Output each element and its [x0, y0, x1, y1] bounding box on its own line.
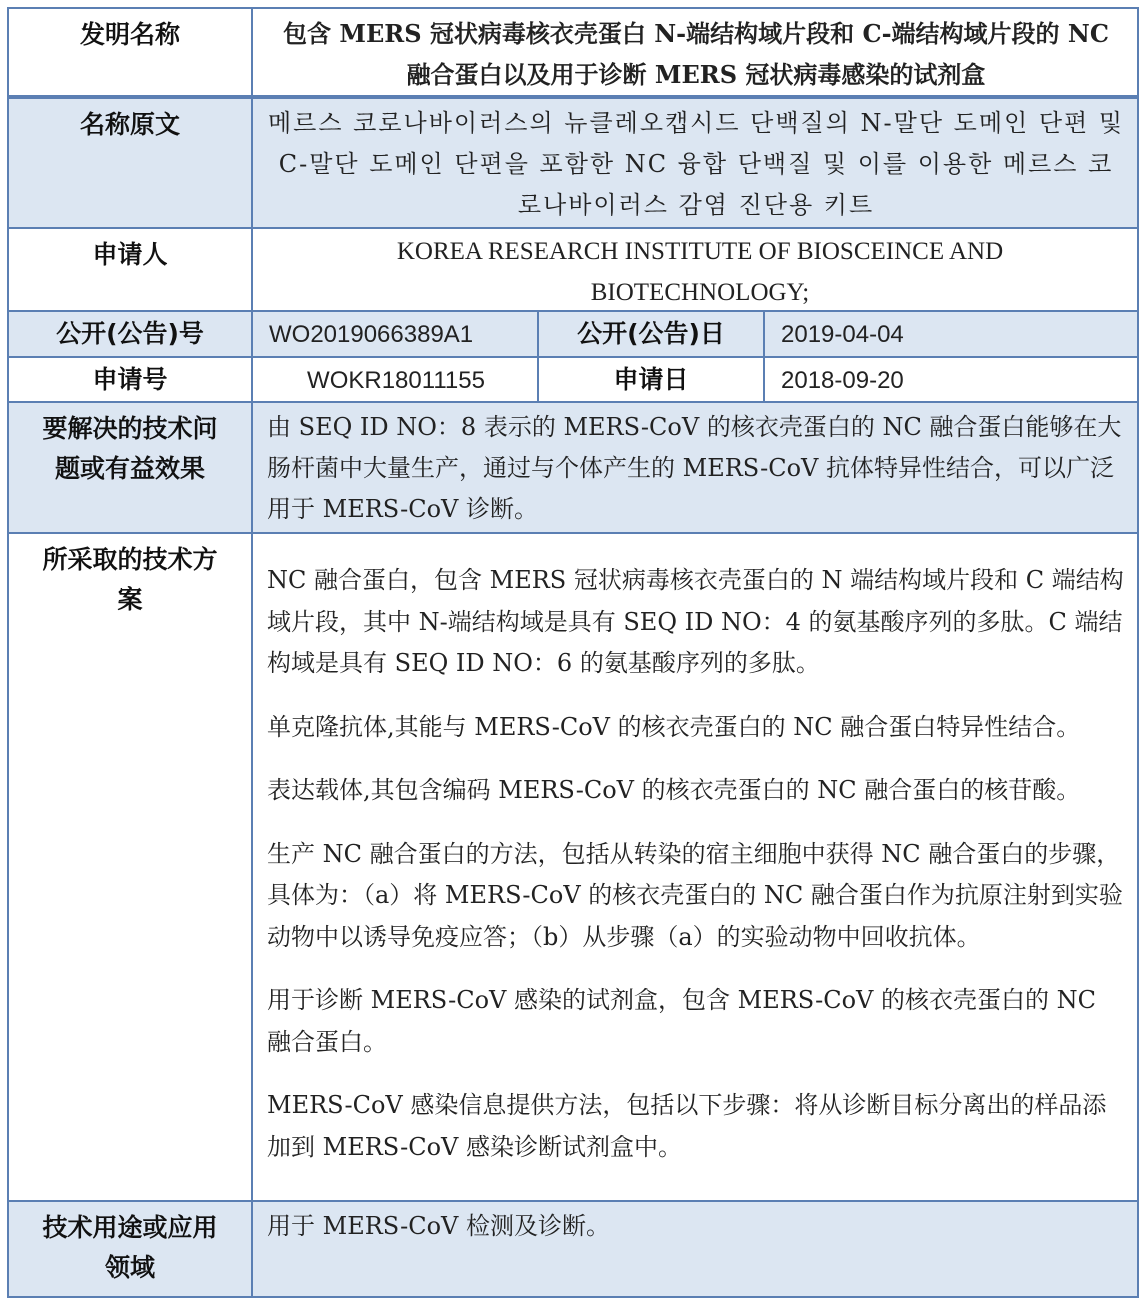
application-date-label: 申请日	[537, 358, 763, 401]
row-problem	[9, 403, 1137, 534]
solution-paragraph: 生产 NC 融合蛋白的方法，包括从转染的宿主细胞中获得 NC 融合蛋白的步骤，具体为：（a）将 MERS-CoV 的核衣壳蛋白的 NC 融合蛋白作为抗原注射到实验动物中以诱导免疫应答；（b）从步骤（a）的实验动物中回收抗体。	[267, 839, 1123, 951]
solution-paragraph: 表达载体,其包含编码 MERS-CoV 的核衣壳蛋白的 NC 融合蛋白的核苷酸。	[267, 776, 1081, 804]
applicant-label: 申请人	[92, 240, 168, 269]
invention-name-label: 发明名称	[79, 20, 180, 49]
solution-label: 所采取的技术方案	[42, 545, 218, 614]
publication-date-value: 2019-04-04	[763, 312, 1137, 356]
application-number-label: 申请号	[92, 365, 168, 394]
solution-paragraph: 单克隆抗体,其能与 MERS-CoV 的核衣壳蛋白的 NC 融合蛋白特异性结合。	[267, 712, 1081, 741]
publication-number-label: 公开(公告)号	[56, 319, 204, 348]
row-application	[9, 358, 1137, 403]
invention-name-value: 包含 MERS 冠状病毒核衣壳蛋白 N-端结构域片段和 C-端结构域片段的 NC 融合蛋白以及用于诊断 MERS 冠状病毒感染的试剂盒	[251, 9, 1137, 95]
publication-date-label: 公开(公告)日	[537, 312, 763, 356]
problem-label: 要解决的技术问题或有益效果	[42, 414, 218, 483]
patent-info-table	[7, 7, 1139, 1298]
row-solution	[9, 534, 1137, 1202]
original-name-label: 名称原文	[79, 110, 180, 139]
row-original-name	[9, 99, 1137, 229]
publication-number-value: WO2019066389A1	[251, 312, 537, 356]
solution-paragraph: NC 融合蛋白，包含 MERS 冠状病毒核衣壳蛋白的 N 端结构域片段和 C 端结构域片段，其中 N-端结构域是具有 SEQ ID NO：4 的氨基酸序列的多肽。C 端结构域是具有 SEQ ID NO：6 的氨基酸序列的多肽。	[267, 566, 1124, 677]
application-field-label: 技术用途或应用领域	[42, 1213, 218, 1282]
original-name-value: 메르스 코로나바이러스의 뉴클레오캡시드 단백질의 N-말단 도메인 단편 및 C-말단 도메인 단편을 포함한 NC 융합 단백질 및 이를 이용한 메르스 코로나바이러스 감염 진단용 키트	[251, 99, 1137, 227]
application-field-value: 用于 MERS-CoV 检测及诊断。	[251, 1202, 1137, 1296]
problem-value: 由 SEQ ID NO：8 表示的 MERS-CoV 的核衣壳蛋白的 NC 融合蛋白能够在大肠杆菌中大量生产，通过与个体产生的 MERS-CoV 抗体特异性结合，可以广泛用于 MERS-CoV 诊断。	[251, 403, 1137, 532]
applicant-value: KOREA RESEARCH INSTITUTE OF BIOSCEINCE AND BIOTECHNOLOGY;	[251, 229, 1137, 310]
row-publication	[9, 312, 1137, 358]
application-date-value: 2018-09-20	[763, 358, 1137, 401]
row-applicant	[9, 229, 1137, 312]
application-number-value: WOKR18011155	[251, 358, 537, 401]
row-application-field	[9, 1202, 1137, 1296]
solution-paragraph: 用于诊断 MERS-CoV 感染的试剂盒，包含 MERS-CoV 的核衣壳蛋白的 NC 融合蛋白。	[267, 986, 1096, 1056]
row-invention-name	[9, 9, 1137, 99]
solution-paragraph: MERS-CoV 感染信息提供方法，包括以下步骤：将从诊断目标分离出的样品添加到 MERS-CoV 感染诊断试剂盒中。	[267, 1091, 1107, 1161]
solution-value	[251, 534, 1137, 1200]
